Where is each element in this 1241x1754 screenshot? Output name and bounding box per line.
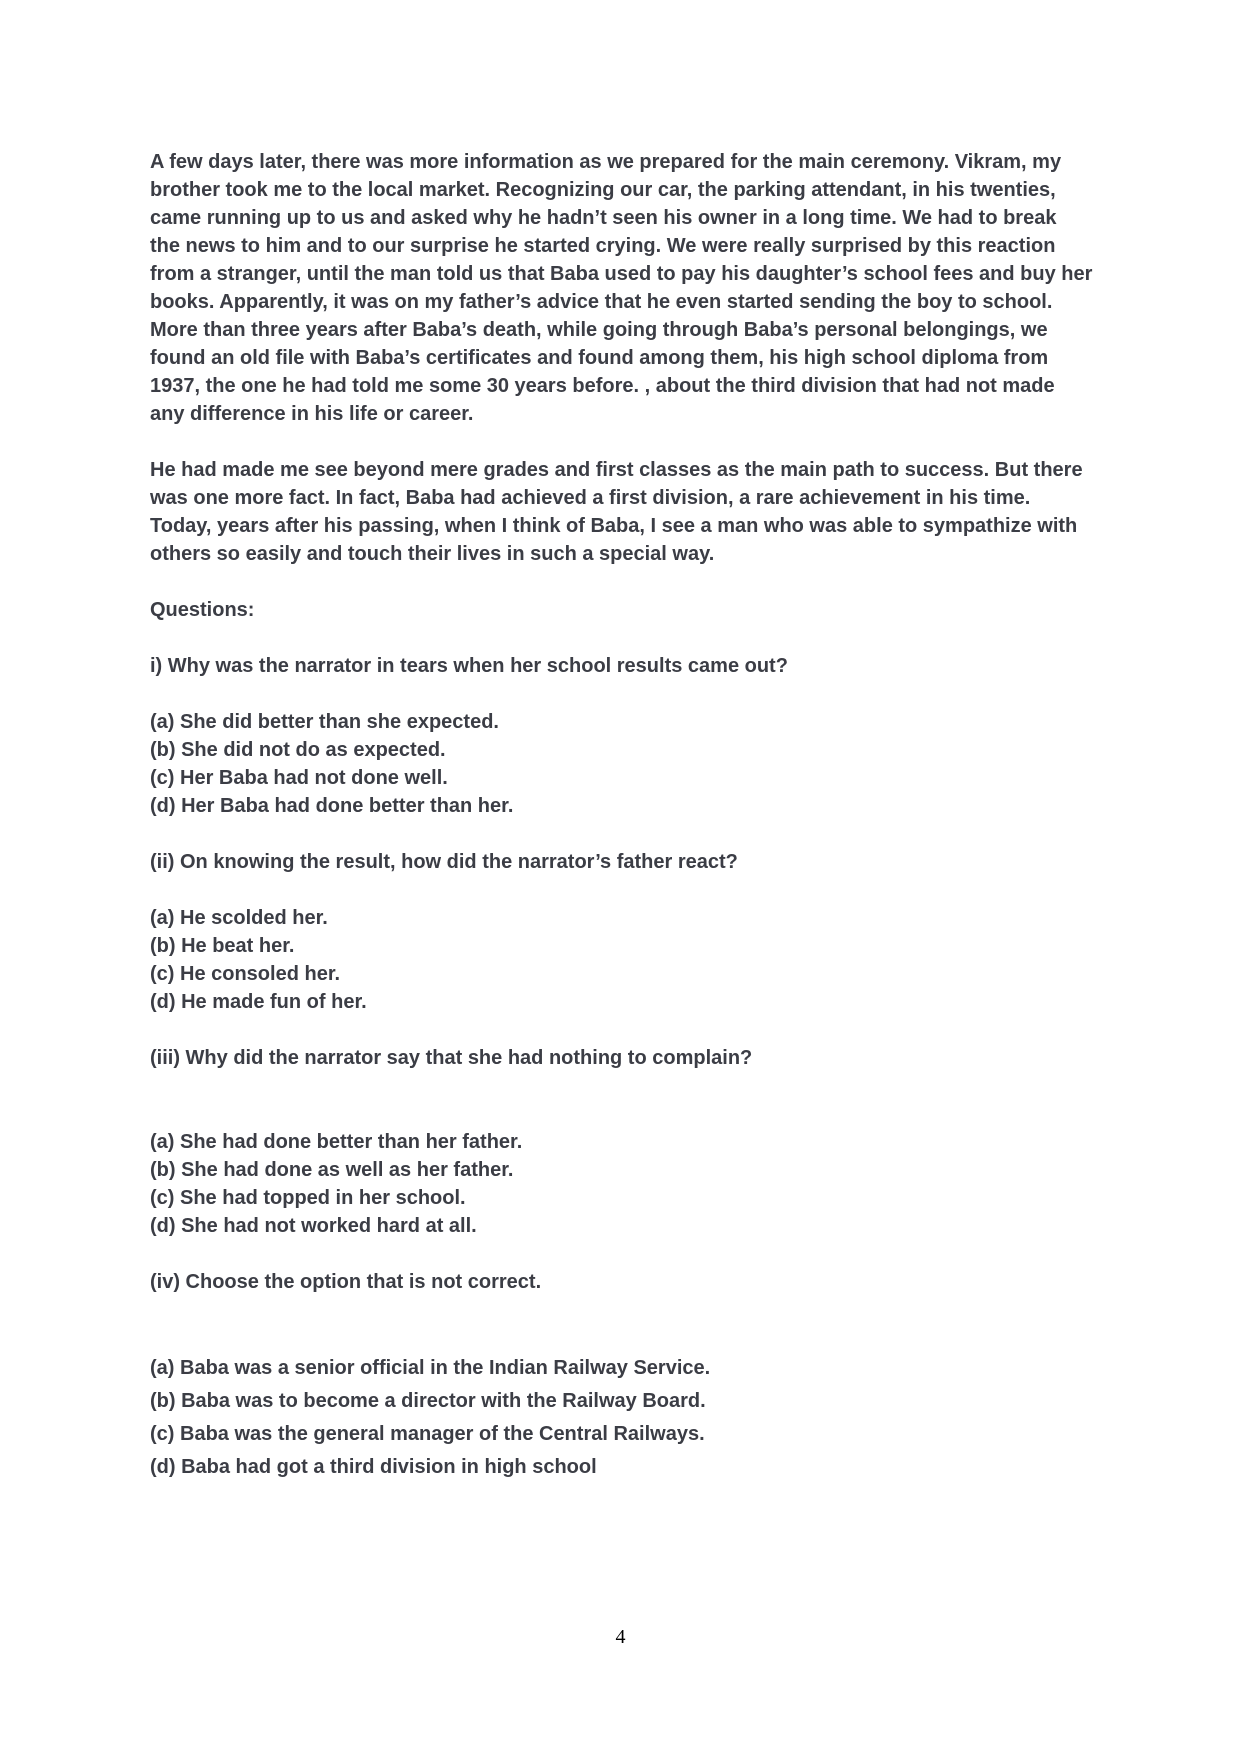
option-a: (a) Baba was a senior official in the Indian Railway Service. [150, 1357, 711, 1379]
text-line: A few days later, there was more information as we prepared for the main ceremony. Vikram, my [150, 151, 1062, 173]
option-a: (a) She did better than she expected. [150, 711, 499, 733]
question-2 [150, 848, 1100, 1016]
option-c: (c) Baba was the general manager of the Central Railways. [150, 1423, 705, 1445]
option-d: (d) She had not worked hard at all. [150, 1215, 477, 1237]
option-d: (d) He made fun of her. [150, 991, 367, 1013]
text-line: the news to him and to our surprise he started crying. We were really surprised by this reaction [150, 235, 1056, 257]
text-line: was one more fact. In fact, Baba had achieved a first division, a rare achievement in his time. [150, 487, 1031, 509]
options-list [150, 904, 1100, 1016]
option-c: (c) Her Baba had not done well. [150, 767, 448, 789]
option-b: (b) She had done as well as her father. [150, 1159, 514, 1181]
options-list [150, 708, 1100, 820]
page-number: 4 [615, 1626, 626, 1648]
passage-paragraph-1 [150, 148, 1100, 428]
text-line: books. Apparently, it was on my father’s advice that he even started sending the boy to school. [150, 291, 1053, 313]
option-b: (b) She did not do as expected. [150, 739, 446, 761]
option-d: (d) Her Baba had done better than her. [150, 795, 514, 817]
passage-paragraph-2 [150, 456, 1100, 568]
text-line: More than three years after Baba’s death, while going through Baba’s personal belongings, we [150, 319, 1048, 341]
text-line: from a stranger, until the man told us that Baba used to pay his daughter’s school fees and buy her [150, 263, 1093, 285]
questions-heading: Questions: [150, 599, 255, 621]
text-line: others so easily and touch their lives in such a special way. [150, 543, 715, 565]
option-b: (b) He beat her. [150, 935, 295, 957]
document-page [150, 148, 1100, 1484]
option-a: (a) She had done better than her father. [150, 1131, 523, 1153]
option-c: (c) She had topped in her school. [150, 1187, 466, 1209]
text-line: 1937, the one he had told me some 30 years before. , about the third division that had not made [150, 375, 1055, 397]
text-line: any difference in his life or career. [150, 403, 474, 425]
question-prompt: (ii) On knowing the result, how did the narrator’s father react? [150, 851, 738, 873]
text-line: came running up to us and asked why he hadn’t seen his owner in a long time. We had to break [150, 207, 1057, 229]
question-prompt: i) Why was the narrator in tears when her school results came out? [150, 655, 788, 677]
text-line: He had made me see beyond mere grades and first classes as the main path to success. But there [150, 459, 1083, 481]
text-line: brother took me to the local market. Recognizing our car, the parking attendant, in his twenties, [150, 179, 1056, 201]
question-4 [150, 1268, 1100, 1484]
option-a: (a) He scolded her. [150, 907, 328, 929]
question-1 [150, 652, 1100, 820]
options-list [150, 1128, 1100, 1240]
question-3 [150, 1044, 1100, 1240]
option-c: (c) He consoled her. [150, 963, 341, 985]
options-list [150, 1352, 1100, 1484]
question-prompt: (iii) Why did the narrator say that she had nothing to complain? [150, 1047, 753, 1069]
option-d: (d) Baba had got a third division in high school [150, 1456, 597, 1478]
option-b: (b) Baba was to become a director with the Railway Board. [150, 1390, 706, 1412]
question-prompt: (iv) Choose the option that is not correct. [150, 1271, 542, 1293]
text-line: found an old file with Baba’s certificates and found among them, his high school diploma from [150, 347, 1049, 369]
text-line: Today, years after his passing, when I think of Baba, I see a man who was able to sympathize with [150, 515, 1078, 537]
